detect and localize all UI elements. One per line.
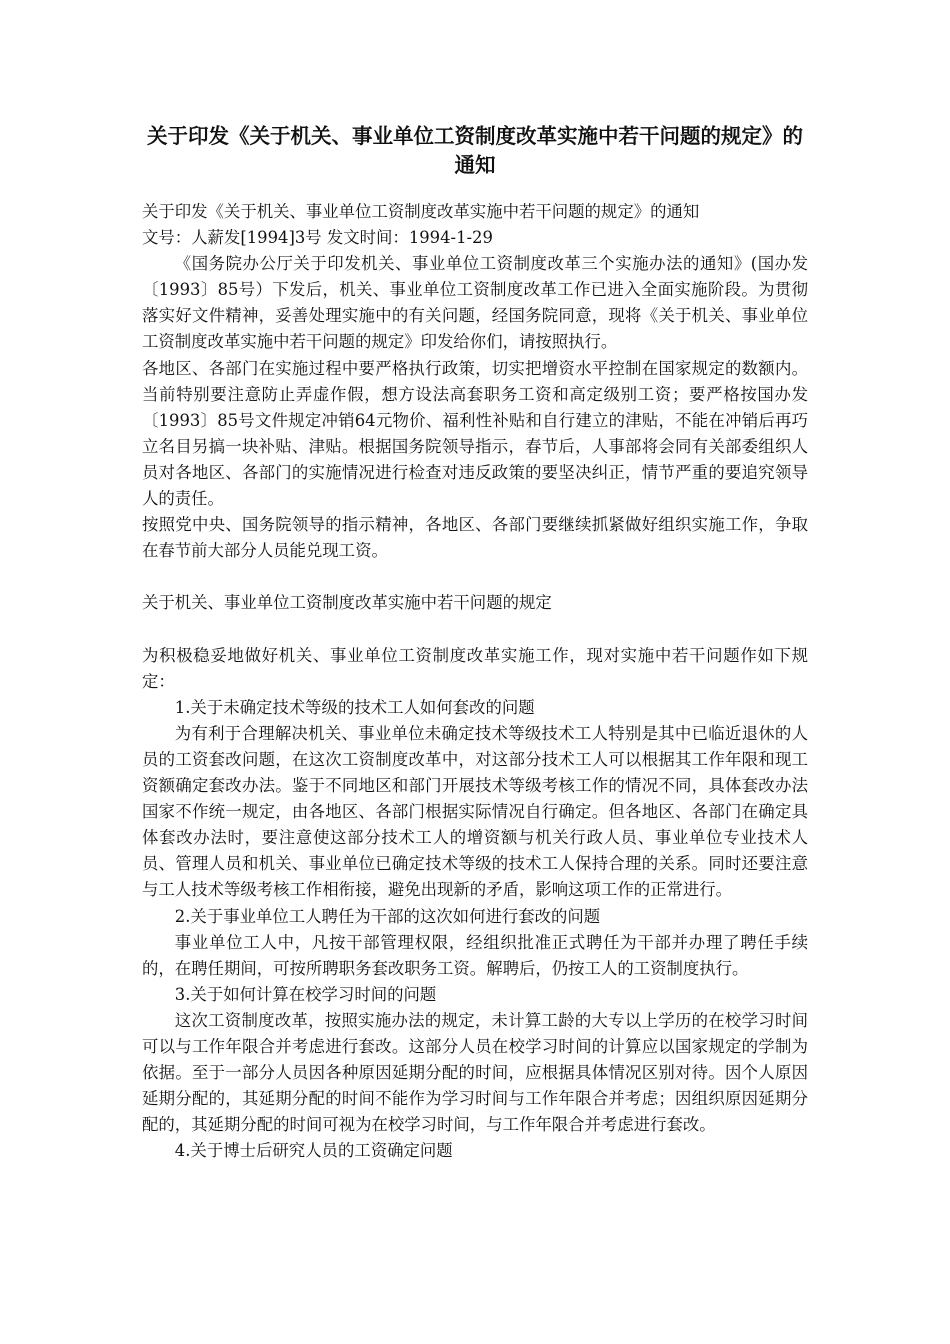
- regulation-intro: 为积极稳妥地做好机关、事业单位工资制度改革实施工作，现对实施中若干问题作如下规定：: [142, 645, 808, 691]
- item-2-body: 事业单位工人中，凡按干部管理权限，经组织批准正式聘任为干部并办理了聘任手续的，在聘任期间，可按所聘职务套改职务工资。解聘后，仍按工人的工资制度执行。: [142, 932, 808, 978]
- notice-paragraph-2: 各地区、各部门在实施过程中要严格执行政策，切实把增资水平控制在国家规定的数额内。当前特别要注意防止弄虚作假，想方设法高套职务工资和高定级别工资；要严格按国办发〔1993〕85号文件规定冲销64元物价、福利性补贴和自行建立的津贴，不能在冲销后再巧立名目另搞一块补贴、津贴。根据国务院领导指示，春节后，人事部将会同有关部委组织人员对各地区、各部门的实施情况进行检查对违反政策的要坚决纠正，情节严重的要追究领导人的责任。: [142, 358, 808, 509]
- notice-paragraph-1: 《国务院办公厅关于印发机关、事业单位工资制度改革三个实施办法的通知》(国办发〔1993〕85号）下发后，机关、事业单位工资制度改革工作已进入全面实施阶段。为贯彻落实好文件精神，妥善处理实施中的有关问题，经国务院同意，现将《关于机关、事业单位工资制度改革实施中若干问题的规定》印发给你们，请按照执行。: [142, 254, 808, 352]
- notice-paragraph-3: 按照党中央、国务院领导的指示精神，各地区、各部门要继续抓紧做好组织实施工作，争取在春节前大部分人员能兑现工资。: [142, 515, 808, 561]
- blank-line: [142, 617, 808, 643]
- item-3-heading: 3.关于如何计算在校学习时间的问题: [174, 984, 437, 1004]
- item-2-heading: 2.关于事业单位工人聘任为干部的这次如何进行套改的问题: [174, 906, 601, 926]
- regulation-title: 关于机关、事业单位工资制度改革实施中若干问题的规定: [142, 593, 552, 613]
- header-line: 关于印发《关于机关、事业单位工资制度改革实施中若干问题的规定》的通知: [142, 202, 700, 221]
- item-4-heading: 4.关于博士后研究人员的工资确定问题: [174, 1141, 453, 1161]
- item-3-body: 这次工资制度改革，按照实施办法的规定，未计算工龄的大专以上学历的在校学习时间可以与工作年限合并考虑进行套改。这部分人员在校学习时间的计算应以国家规定的学制为依据。至于一部分人员因各种原因延期分配的时间，应根据具体情况区别对待。因个人原因延期分配的，其延期分配的时间不能作为学习时间与工作年限合并考虑；因组织原因延期分配的，其延期分配的时间可视为在校学习时间，与工作年限合并考虑进行套改。: [142, 1010, 808, 1135]
- doc-meta: 文号：人薪发[1994]3号 发文时间：1994-1-29: [142, 228, 493, 248]
- item-1-heading: 1.关于未确定技术等级的技术工人如何套改的问题: [174, 697, 535, 717]
- item-1-body: 为有利于合理解决机关、事业单位未确定技术等级技术工人特别是其中已临近退休的人员的工资套改问题，在这次工资制度改革中，对这部分技术工人可以根据其工作年限和现工资额确定套改办法。鉴于不同地区和部门开展技术等级考核工作的情况不同，具体套改办法国家不作统一规定，由各地区、各部门根据实际情况自行确定。但各地区、各部门在确定具体套改办法时，要注意使这部分技术工人的增资额与机关行政人员、事业单位专业技术人员、管理人员和机关、事业单位已确定技术等级的技术工人保持合理的关系。同时还要注意与工人技术等级考核工作相衔接，避免出现新的矛盾，影响这项工作的正常进行。: [142, 723, 808, 900]
- document-title: 关于印发《关于机关、事业单位工资制度改革实施中若干问题的规定》的通知: [147, 124, 803, 177]
- blank-line: [142, 564, 808, 590]
- document-body: [142, 199, 808, 1164]
